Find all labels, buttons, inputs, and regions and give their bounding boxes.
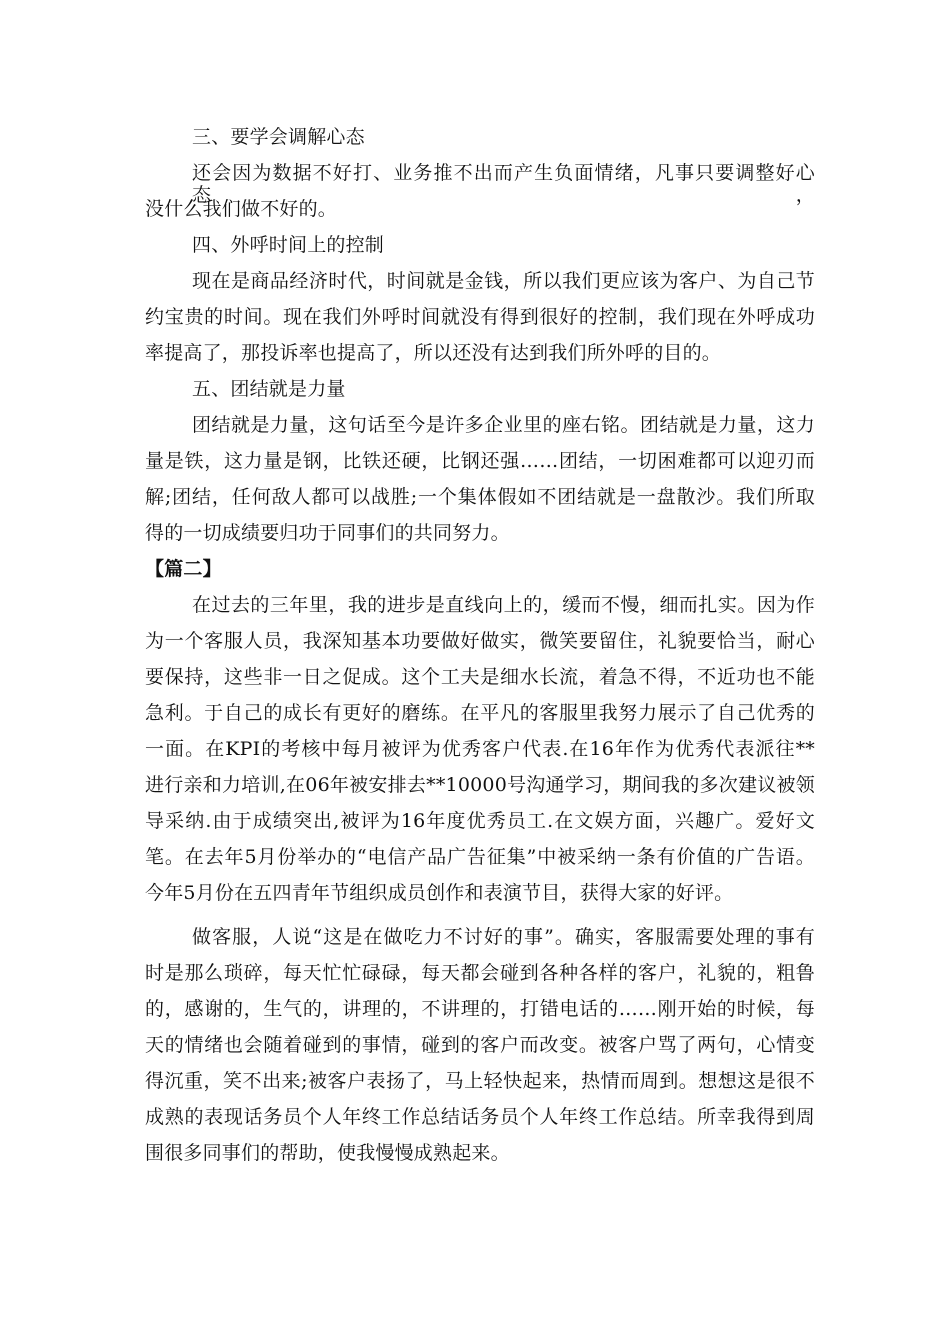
paragraph-line: 做客服，人说“这是在做吃力不讨好的事”。确实，客服需要处理的事有 bbox=[192, 926, 815, 948]
paragraph-line: 在过去的三年里，我的进步是直线向上的，缓而不慢，细而扎实。因为作 bbox=[192, 594, 815, 616]
paragraph-line: 的，感谢的，生气的，讲理的，不讲理的，打错电话的……刚开始的时候，每 bbox=[145, 998, 815, 1020]
paragraph-line: 率提高了，那投诉率也提高了，所以还没有达到我们所外呼的目的。 bbox=[145, 342, 722, 364]
paragraph-line: 要保持，这些非一日之促成。这个工夫是细水长流，着急不得，不近功也不能 bbox=[145, 666, 815, 688]
paragraph-line: 天的情绪也会随着碰到的事情，碰到的客户而改变。被客户骂了两句，心情变 bbox=[145, 1034, 815, 1056]
paragraph-line: 今年5月份在五四青年节组织成员创作和表演节目，获得大家的好评。 bbox=[145, 882, 734, 904]
paragraph-line: 现在是商品经济时代，时间就是金钱，所以我们更应该为客户、为自己节 bbox=[192, 270, 815, 292]
paragraph-line: 时是那么琐碎，每天忙忙碌碌，每天都会碰到各种各样的客户，礼貌的，粗鲁 bbox=[145, 962, 815, 984]
paragraph-line: 得沉重，笑不出来;被客户表扬了，马上轻快起来，热情而周到。想想这是很不 bbox=[145, 1070, 815, 1092]
paragraph-line: 一面。在KPI的考核中每月被评为优秀客户代表.在16年作为优秀代表派往** bbox=[145, 738, 815, 760]
paragraph-line: 没什么我们做不好的。 bbox=[145, 198, 338, 220]
paragraph-line: 解;团结，任何敌人都可以战胜;一个集体假如不团结就是一盘散沙。我们所取 bbox=[145, 486, 815, 508]
section-heading: 五、团结就是力量 bbox=[192, 378, 346, 400]
paragraph-line: 笔。在去年5月份举办的“电信产品广告征集”中被采纳一条有价值的广告语。 bbox=[145, 846, 815, 868]
section-heading: 三、要学会调解心态 bbox=[192, 126, 365, 148]
paragraph-line: 团结就是力量，这句话至今是许多企业里的座右铭。团结就是力量，这力 bbox=[192, 414, 815, 436]
paragraph-line: 围很多同事们的帮助，使我慢慢成熟起来。 bbox=[145, 1142, 510, 1164]
paragraph-line: 成熟的表现话务员个人年终工作总结话务员个人年终工作总结。所幸我得到周 bbox=[145, 1106, 815, 1128]
paragraph-line: 为一个客服人员，我深知基本功要做好做实，微笑要留住，礼貌要恰当，耐心 bbox=[145, 630, 815, 652]
paragraph-line: 导采纳.由于成绩突出,被评为16年度优秀员工.在文娱方面，兴趣广。爱好文 bbox=[145, 810, 815, 832]
paragraph-line: 还会因为数据不好打、业务推不出而产生负面情绪，凡事只要调整好心态， bbox=[192, 162, 815, 206]
section-heading: 四、外呼时间上的控制 bbox=[192, 234, 385, 256]
paragraph-line: 量是铁，这力量是钢，比铁还硬，比钢还强……团结，一切困难都可以迎刃而 bbox=[145, 450, 815, 472]
paragraph-line: 约宝贵的时间。现在我们外呼时间就没有得到很好的控制，我们现在外呼成功 bbox=[145, 306, 815, 328]
part-title: 【篇二】 bbox=[145, 558, 222, 580]
paragraph-line: 得的一切成绩要归功于同事们的共同努力。 bbox=[145, 522, 510, 544]
paragraph-line: 进行亲和力培训,在06年被安排去**10000号沟通学习，期间我的多次建议被领 bbox=[145, 774, 815, 796]
paragraph-line: 急利。于自己的成长有更好的磨练。在平凡的客服里我努力展示了自己优秀的 bbox=[145, 702, 815, 724]
